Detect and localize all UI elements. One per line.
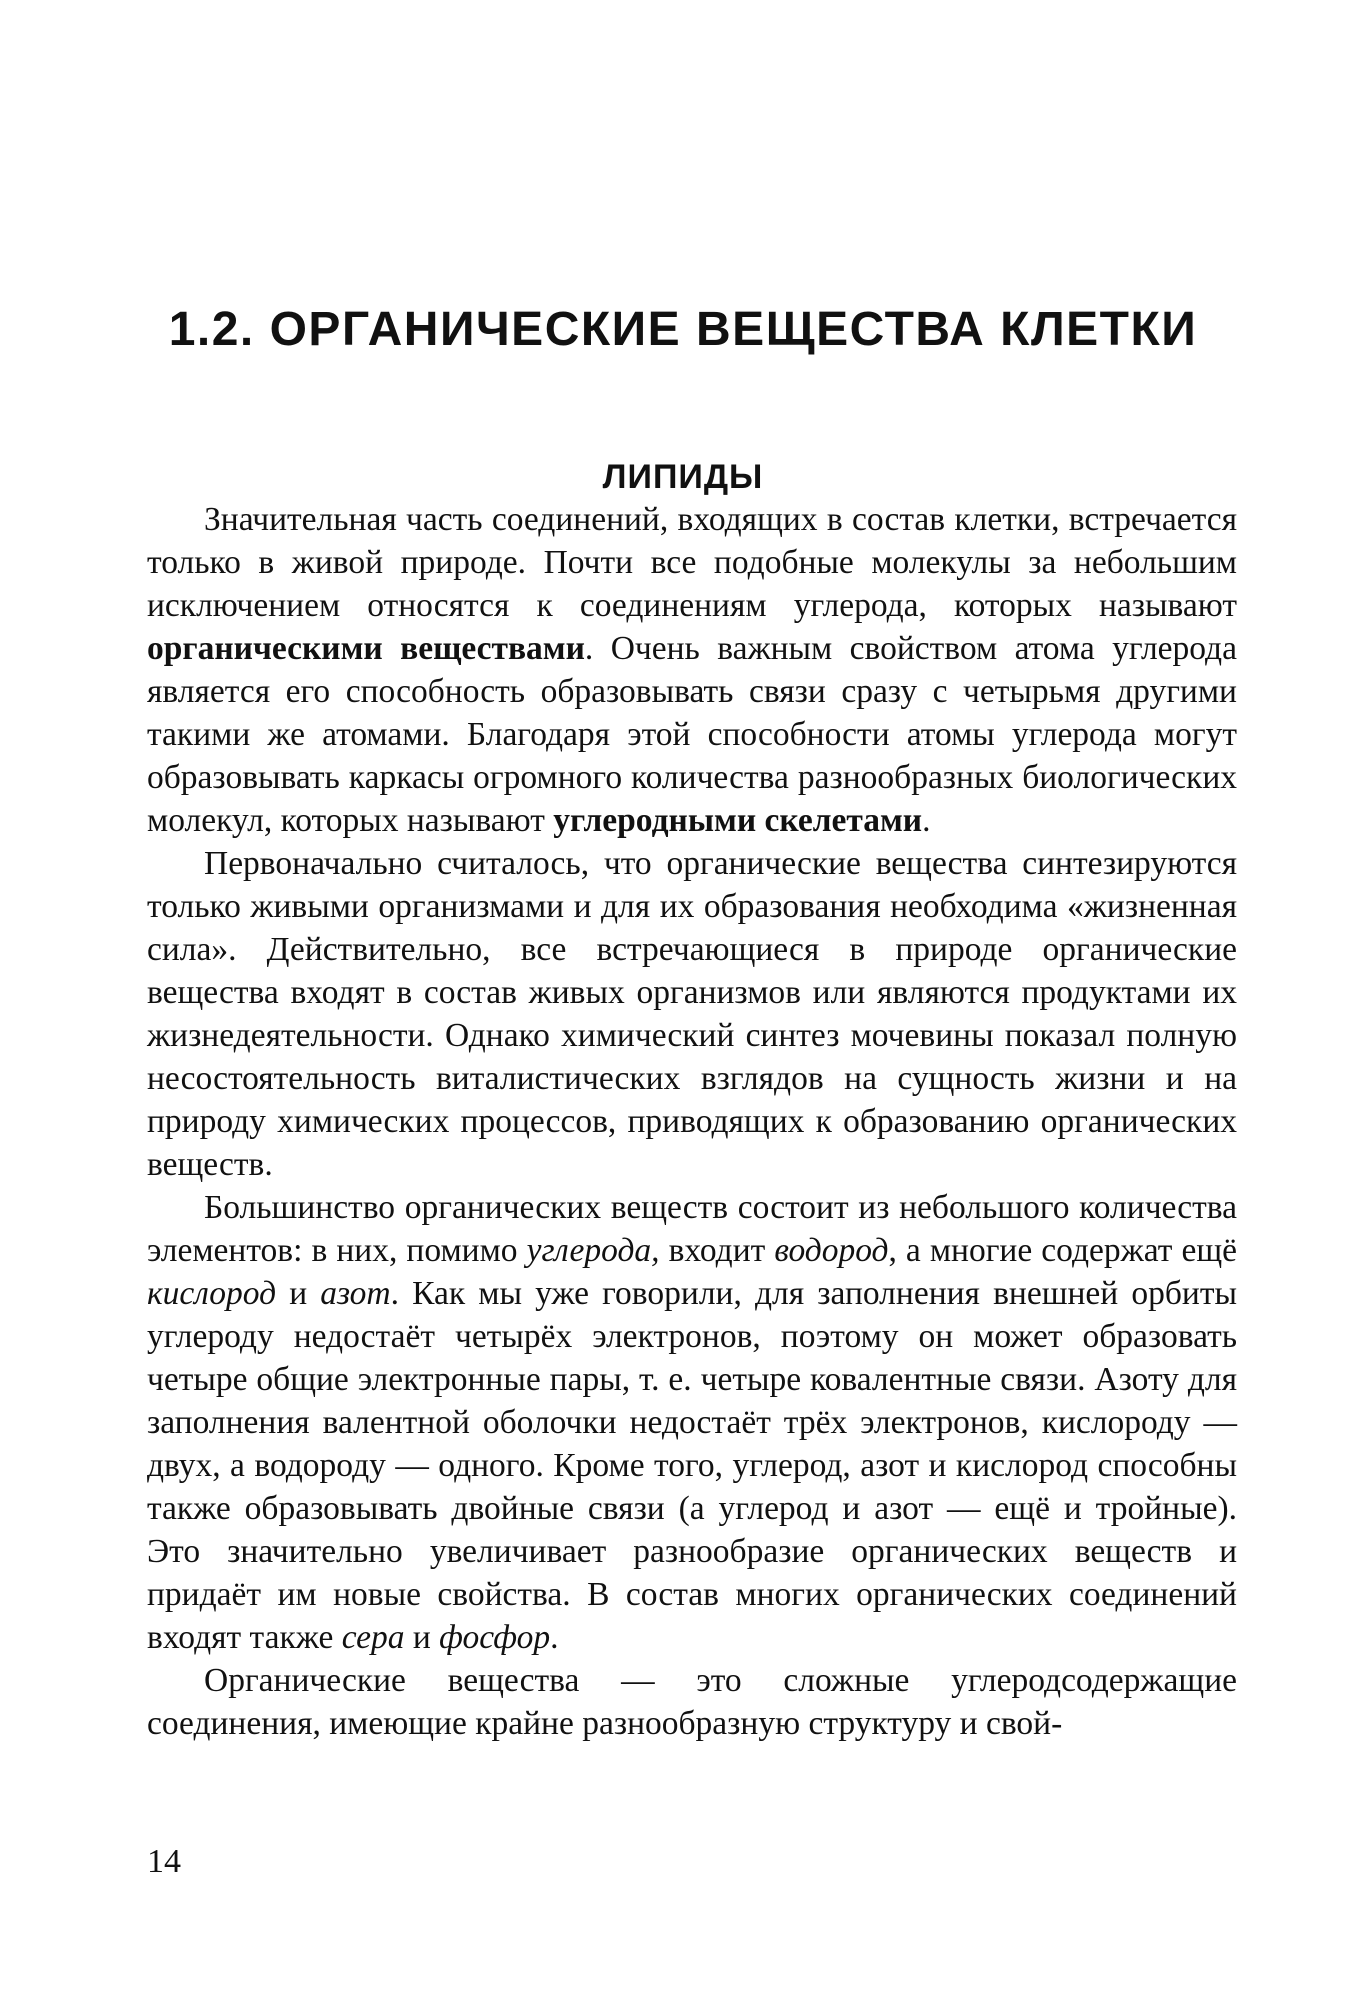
element-carbon: углерода,	[526, 1232, 660, 1269]
element-sulfur: сера	[341, 1619, 405, 1656]
paragraph-3-text-1: Большинство органических веществ состоит из небольшого количества элементов: в них, помимо	[147, 1189, 1237, 1269]
paragraph-1	[147, 498, 1237, 842]
paragraph-3-text-4: и	[276, 1275, 321, 1312]
paragraph-3-text-7: .	[550, 1619, 559, 1656]
term-carbon-skeletons: углеродными скелетами	[553, 802, 923, 839]
paragraph-3-text-3: , а многие содержат ещё	[888, 1232, 1237, 1269]
page-number: 14	[147, 1843, 181, 1880]
paragraph-3-text-6: и	[404, 1619, 440, 1656]
element-nitrogen: азот	[320, 1275, 391, 1312]
body-text	[147, 498, 1237, 1745]
paragraph-1-text-3: .	[922, 802, 931, 839]
paragraph-3	[147, 1186, 1237, 1659]
paragraph-4: Органические вещества — это сложные углеродсодержащие соединения, имеющие крайне разнообразную структуру и свой-	[147, 1662, 1237, 1742]
paragraph-1-text-1: Значительная часть соединений, входящих в состав клетки, встречается только в живой природе. Почти все подобные молекулы за небольшим исключением относятся к соединениям углерода, которых называют	[147, 501, 1237, 624]
paragraph-3-text-2: входит	[659, 1232, 775, 1269]
paragraph-1-text-2: . Очень важным свойством атома углерода является его способность образовывать связи сразу с четырьмя другими такими же атомами. Благодаря этой способности атомы углерода могут образовывать каркасы огромного количества разнообразных биологических молекул, которых называют	[147, 630, 1237, 839]
section-title: ЛИПИДЫ	[602, 458, 764, 496]
element-hydrogen: водород	[774, 1232, 889, 1269]
element-phosphorus: фосфор	[439, 1619, 551, 1656]
term-organic-substances: органическими веществами	[147, 630, 585, 667]
chapter-title: 1.2. ОРГАНИЧЕСКИЕ ВЕЩЕСТВА КЛЕТКИ	[168, 303, 1198, 356]
paragraph-2: Первоначально считалось, что органические вещества синтезируются только живыми организмами и для их образования необходима «жизненная сила». Действительно, все встречающиеся в природе органические вещества входят в состав живых организмов или являются продуктами их жизнедеятельности. Однако химический синтез мочевины показал полную несостоятельность виталистических взглядов на сущность жизни и на природу химических процессов, приводящих к образованию органических веществ.	[147, 845, 1237, 1183]
paragraph-3-text-5: . Как мы уже говорили, для заполнения внешней орбиты углероду недостаёт четырёх электронов, поэтому он может образовать четыре общие электронные пары, т. е. четыре ковалентные связи. Азоту для заполнения валентной оболочки недостаёт трёх электронов, кислороду — двух, а водороду — одного. Кроме того, углерод, азот и кислород способны также образовывать двойные связи (а углерод и азот — ещё и тройные). Это значительно увеличивает разнообразие органических веществ и придаёт им новые свойства. В состав многих органических соединений входят также	[147, 1275, 1237, 1656]
element-oxygen: кислород	[147, 1275, 277, 1312]
